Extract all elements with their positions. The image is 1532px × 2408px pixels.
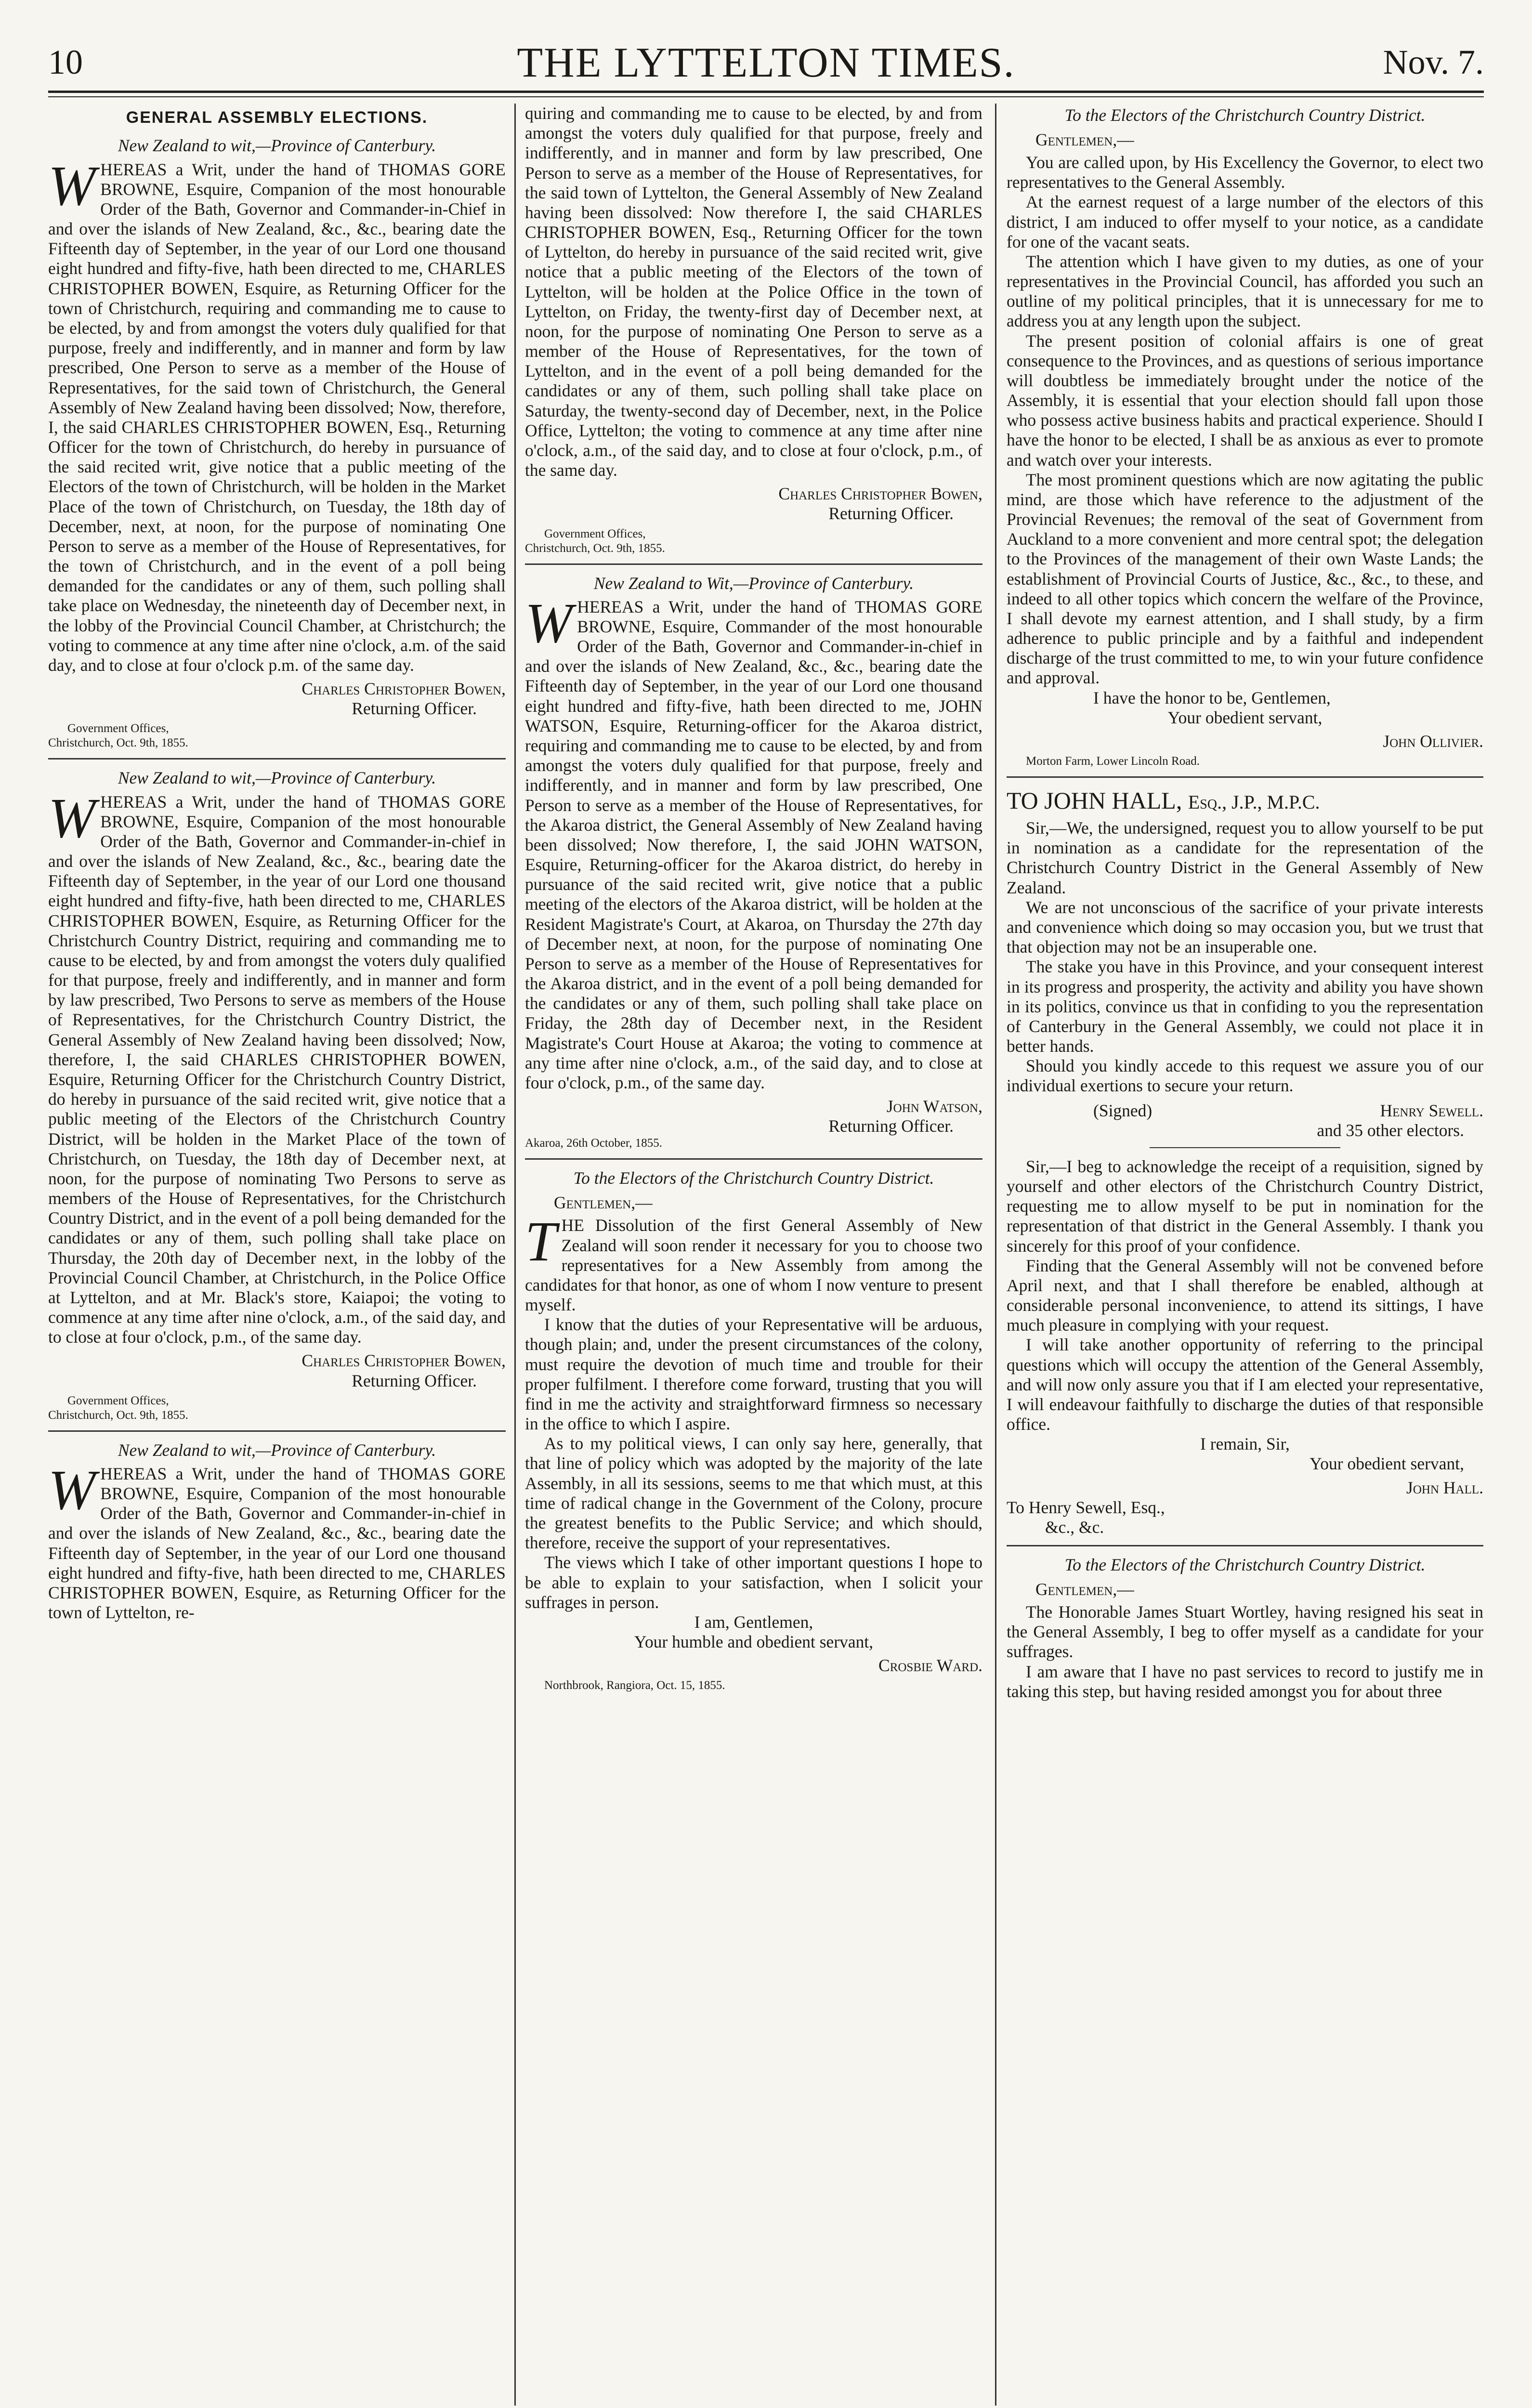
newspaper-title: THE LYTTELTON TIMES.	[517, 39, 1015, 86]
divider	[1007, 1545, 1483, 1546]
place-date: Christchurch, Oct. 9th, 1855.	[48, 736, 188, 750]
place-date: Northbrook, Rangiora, Oct. 15, 1855.	[544, 1679, 725, 1692]
address-paragraph: As to my political views, I can only say here, generally, that that line of policy which was adopted by the majority of the late Assembly, in all its sessions, seems to me that which must, at this time of radical change in the Government of the Colony, procure the greatest benefits to the Public Service; and which should, therefore, receive the support of your representatives.	[525, 1434, 982, 1553]
drop-cap: T	[525, 1210, 557, 1273]
column-divider	[995, 104, 996, 2406]
address-paragraph: The attention which I have given to my duties, as one of your representatives in the Provincial Council, has afforded you such an outline of my political principles, that it is unnecessary for me to address you at any length upon the subject.	[1007, 251, 1483, 331]
masthead-rule	[48, 91, 1484, 93]
signed-row	[1007, 1101, 1483, 1121]
notice-akaroa	[525, 574, 982, 1151]
office-line: Government Offices,	[544, 527, 646, 540]
notice-body: HEREAS a Writ, under the hand of THOMAS GORE BROWNE, Esquire, Commander of the most honourable Order of the Bath, Governor and Commander-in-chief in and over the islands of New Zealand, &c., &c., bearing date the Fifteenth day of September, in the year of our Lord one thousand eight hundred and fifty-five, hath been directed to me, JOHN WATSON, Esquire, Returning-officer for the Akaroa district, requiring and commanding me to cause to be elected, by and from amongst the voters duly qualified for that purpose, freely and indifferently, and in manner and form by law prescribed, One Person to serve as a member of the House of Representatives, for the Akaroa district, the General Assembly of New Zealand having been dissolved; Now therefore, I, the said JOHN WATSON, Esquire, Returning-officer for the Akaroa district, do hereby in pursuance of the said recited writ, give notice that a public meeting of the electors of the Akaroa district, will be holden at the Resident Magistrate's Court, at Akaroa, on Thursday the 27th day of December next, at noon, for the purpose of nominating One Person to serve as a member of the House of Representatives for the Akaroa district, and in the event of a poll being demanded for the candidates or any of them, such polling shall take place on Friday, the 28th day of December next, in the Resident Magistrate's Court House at Akaroa; the voting to commence at any time after nine o'clock, a.m., of the said day, and to close at four o'clock, p.m., of the same day.	[525, 597, 982, 1092]
notice-body: HEREAS a Writ, under the hand of THOMAS GORE BROWNE, Esquire, Companion of the most honourable Order of the Bath, Governor and Commander-in-Chief in and over the islands of New Zealand, &c., &c., bearing date the Fifteenth day of September, in the year of our Lord one thousand eight hundred and fifty-five, hath been directed to me, CHARLES CHRISTOPHER BOWEN, Esquire, as Returning Officer for the town of Christchurch, requiring and commanding me to cause to be elected, by and from amongst the voters duly qualified for that purpose, freely and indifferently, and in manner and form by law prescribed, One Person to serve as a member of the House of Representatives, for the said town of Christchurch, the General Assembly of New Zealand having been dissolved; Now, therefore, I, the said CHARLES CHRISTOPHER BOWEN, Esq., Returning Officer for the town of Christchurch, do hereby in pursuance of the said recited writ, give notice that a public meeting of the Electors of the town of Christchurch, will be holden in the Market Place of the town of Christchurch, on Tuesday, the 18th day of December, next, at noon, for the purpose of nominating One Person to serve as a member of the House of Representatives, for the town of Christchurch, and in the event of a poll being demanded for the candidates or any of them, such polling shall take place on Wednesday, the nineteenth day of December next, in the lobby of the Provincial Council Chamber, at Christchurch; the voting to commence at any time after nine o'clock, a.m. of the said day, and to close at four o'clock p.m. of the same day.	[48, 159, 506, 675]
signature-role: Returning Officer.	[828, 504, 954, 523]
address-crosbie-ward	[525, 1168, 982, 1693]
requisition-paragraph: Sir,—We, the undersigned, request you to allow yourself to be put in nomination as a candidate for the representation of the Christchurch Country District in the General Assembly of New Zealand.	[1007, 818, 1483, 897]
signature: John Ollivier.	[1383, 731, 1483, 751]
requisition-paragraph: We are not unconscious of the sacrifice of your private interests and convenience which doing so may occasion you, but we trust that that objection may not be an insuperable one.	[1007, 897, 1483, 957]
address-paragraph: I am aware that I have no past services to record to justify me in taking this step, but having resided amongst you for about three	[1007, 1662, 1483, 1701]
address-paragraph: The views which I take of other important questions I hope to be able to explain to your satisfaction, when I solicit your suffrages in person.	[525, 1553, 982, 1612]
closing-line: I am, Gentlemen,	[694, 1612, 813, 1632]
address-paragraph: You are called upon, by His Excellency the Governor, to elect two representatives to the General Assembly.	[1007, 152, 1483, 192]
closing-line: Your obedient servant,	[1309, 1454, 1464, 1474]
requisition-title-main: TO JOHN HALL,	[1007, 787, 1182, 814]
requisition-title	[1007, 786, 1483, 814]
reply-john-hall	[1007, 1157, 1483, 1537]
signature: John Watson,	[886, 1097, 982, 1116]
issue-date: Nov. 7.	[1383, 43, 1484, 81]
drop-cap: W	[525, 591, 573, 654]
address-paragraph: At the earnest request of a large number of the electors of this district, I am induced to offer myself to your notice, as a candidate for one of the vacant seats.	[1007, 192, 1483, 251]
signature: Charles Christopher Bowen,	[301, 1351, 506, 1371]
column-divider	[514, 104, 516, 2406]
signature: Charles Christopher Bowen,	[301, 679, 506, 699]
signature-role: Returning Officer.	[352, 699, 477, 719]
salutation: Gentlemen,—	[554, 1193, 653, 1213]
place-date: Christchurch, Oct. 9th, 1855.	[525, 541, 665, 555]
requisition-paragraph: The stake you have in this Province, and your consequent interest in its progress and prosperity, the activity and ability you have shown in its politics, convince us that in confiding to you the representation of Canterbury in the General Assembly, we could not place it in better hands.	[1007, 957, 1483, 1056]
requisition-paragraph: Should you kindly accede to this request we assure you of our individual exertions to secure your return.	[1007, 1056, 1483, 1096]
notice-body: quiring and commanding me to cause to be elected, by and from amongst the voters duly qualified for that purpose, freely and indifferently, and in manner and form by law prescribed, One Person to serve as a member of the House of Representatives, for the said town of Lyttelton, the General Assembly of New Zealand having been dissolved: Now therefore I, the said CHARLES CHRISTOPHER BOWEN, Esq., Returning Officer for the town of Lyttelton, do hereby in pursuance of the said recited writ, give notice that a public meeting of the Electors of the town of Lyttelton, will be holden at the Police Office in the town of Lyttelton, on Friday, the twenty-first day of December next, at noon, for the purpose of nominating One Person to serve as a member of the House of Representatives, for the town of Lyttelton, and in the event of a poll being demanded for the candidates or any of them, such polling shall take place on Saturday, the twenty-second day of December, next, in the Police Office, Lyttelton; the voting to commence at any time after nine o'clock, a.m., of the said day, and to close at four o'clock, p.m., of the same day.	[525, 104, 982, 480]
signature: Charles Christopher Bowen,	[778, 484, 982, 504]
province-line: New Zealand to wit,—Province of Canterbury.	[118, 1440, 436, 1460]
province-line: New Zealand to Wit,—Province of Canterbury.	[593, 573, 914, 593]
address-paragraph: HE Dissolution of the first General Assembly of New Zealand will soon render it necessary for you to choose two representatives for a New Assembly from among the candidates for that honor, as one of whom I now venture to present myself.	[525, 1216, 982, 1315]
signature-role: Returning Officer.	[828, 1116, 954, 1136]
closing-line: Your obedient servant,	[1167, 707, 1322, 727]
drop-cap: W	[48, 786, 96, 850]
address-paragraph: I know that the duties of your Representative will be arduous, though plain; and, under the present circumstances of the colony, must require the devotion of much time and trouble for their proper fulfilment. I therefore come forward, trusting that you will find in me the activity and straightforward firmness so necessary in the office to which I aspire.	[525, 1315, 982, 1434]
address-paragraph: The Honorable James Stuart Wortley, having resigned his seat in the General Assembly, I beg to offer myself as a candidate for your suffrages.	[1007, 1602, 1483, 1662]
closing-line: I have the honor to be, Gentlemen,	[1093, 688, 1331, 707]
address-paragraph: The most prominent questions which are now agitating the public mind, are those which have reference to the adjustment of the Provincial Revenues; the removal of the seat of Government from Auckland to a more convenient and more central spot; the delegation to the Provinces of the management of their own Waste Lands; the establishment of Provincial Courts of Justice, &c., &c., to these, and indeed to all other topics which concern the welfare of the Province, I shall devote my earnest attention, and I shall study, by a firm adherence to public principle and by a faithful and independent discharge of the trust committed to me, to win your future confidence and approval.	[1007, 470, 1483, 688]
province-line: New Zealand to wit,—Province of Canterbury.	[118, 768, 436, 788]
notice-body: HEREAS a Writ, under the hand of THOMAS GORE BROWNE, Esquire, Companion of the most honourable Order of the Bath, Governor and Commander-in-chief in and over the islands of New Zealand, &c., &c., bearing date the Fifteenth day of September, in the year of our Lord one thousand eight hundred and fifty-five, hath been directed to me, CHARLES CHRISTOPHER BOWEN, Esquire, as Returning Officer for the town of Lyttelton, re-	[48, 1464, 506, 1623]
recipient-line: &c., &c.	[1045, 1517, 1104, 1537]
place-line: Morton Farm, Lower Lincoln Road.	[1026, 755, 1200, 768]
masthead-rule-thin	[48, 96, 1484, 97]
address-christchurch-country	[1007, 1555, 1483, 1701]
place-date: Akaroa, 26th October, 1855.	[525, 1137, 663, 1150]
reply-paragraph: Sir,—I beg to acknowledge the receipt of a requisition, signed by yourself and other electors of the Christchurch Country District, requesting me to allow myself to be put in nomination for the representation of that district in the General Assembly. I thank you sincerely for this proof of your confidence.	[1007, 1156, 1483, 1256]
address-john-ollivier	[1007, 105, 1483, 769]
salutation: Gentlemen,—	[1035, 130, 1134, 149]
requisition-to-john-hall	[1007, 786, 1483, 1140]
province-line: New Zealand to wit,—Province of Canterbury.	[118, 136, 436, 156]
signed-label: (Signed)	[1093, 1100, 1152, 1120]
drop-cap: W	[48, 1458, 96, 1521]
signer-name: Henry Sewell.	[1380, 1100, 1483, 1120]
requisition-title-honours: Esq., J.P., M.P.C.	[1188, 791, 1320, 813]
recipient-line: To Henry Sewell, Esq.,	[1007, 1497, 1165, 1517]
section-heading: GENERAL ASSEMBLY ELECTIONS.	[126, 108, 428, 127]
notice-body: HEREAS a Writ, under the hand of THOMAS GORE BROWNE, Esquire, Companion of the most honourable Order of the Bath, Governor and Commander-in-chief in and over the islands of New Zealand, &c., &c., bearing date the Fifteenth day of September, in the year of our Lord one thousand eight hundred and fifty-five, hath been directed to me, CHARLES CHRISTOPHER BOWEN, Esquire, as Returning Officer for the Christchurch Country District, requiring and commanding me to cause to be elected, by and from amongst the voters duly qualified for that purpose, freely and indifferently, and in manner and form by law prescribed, Two Persons to serve as members of the House of Representatives, for the Christchurch Country District, the General Assembly of New Zealand having been dissolved; Now, therefore, I, the said CHARLES CHRISTOPHER BOWEN, Esquire, Returning Officer for the Christchurch Country District, do hereby in pursuance of the said recited writ, give notice that a public meeting of the Electors of the Christchurch Country District, will be holden in the Market Place of the town of Christchurch, on Tuesday, the 18th day of December next, at noon, for the purpose of nominating Two Persons to serve as members of the House of Representatives, for the Christchurch Country District, and in the event of a poll being demanded for the candidates or any of them, such polling shall take place on Thursday, the 20th day of December next, in the lobby of the Provincial Council Chamber, at Christchurch, in the Police Office at Lyttelton, and at Mr. Black's store, Kaiapoi; the voting to commence at any time after nine o'clock, a.m., of the said day, and to close at four o'clock, p.m., of the same day.	[48, 792, 506, 1347]
divider	[525, 1158, 982, 1160]
notice-christchurch-country	[48, 768, 506, 1422]
column-3	[1007, 104, 1483, 2406]
drop-cap: W	[48, 154, 96, 217]
signature: John Hall.	[1406, 1478, 1483, 1497]
column-2	[525, 104, 982, 2406]
other-signers: and 35 other electors.	[1317, 1120, 1464, 1140]
signature-role: Returning Officer.	[352, 1371, 477, 1390]
divider	[48, 758, 506, 759]
closing-line: Your humble and obedient servant,	[634, 1632, 874, 1652]
address-title: To the Electors of the Christchurch Country District.	[1064, 1555, 1426, 1575]
masthead	[48, 39, 1484, 92]
divider	[525, 563, 982, 565]
signature: Crosbie Ward.	[878, 1656, 982, 1675]
divider	[1007, 776, 1483, 778]
divider	[48, 1430, 506, 1432]
notice-lyttelton-continued	[525, 104, 982, 556]
divider	[1150, 1147, 1340, 1148]
address-title: To the Electors of the Christchurch Country District.	[573, 1168, 934, 1188]
office-line: Government Offices,	[67, 1394, 169, 1407]
page-number: 10	[48, 43, 83, 81]
office-line: Government Offices,	[67, 722, 169, 735]
notice-lyttelton	[48, 1440, 506, 1623]
salutation: Gentlemen,—	[1035, 1579, 1134, 1599]
notice-christchurch-town	[48, 136, 506, 750]
place-date: Christchurch, Oct. 9th, 1855.	[48, 1408, 188, 1422]
address-title: To the Electors of the Christchurch Country District.	[1064, 105, 1426, 125]
column-1	[48, 104, 506, 2406]
reply-paragraph: I will take another opportunity of referring to the principal questions which will occupy the attention of the General Assembly, and will now only assure you that if I am elected your representative, I will endeavour faithfully to discharge the duties of that responsible office.	[1007, 1335, 1483, 1434]
address-paragraph: The present position of colonial affairs is one of great consequence to the Provinces, and as questions of serious importance will doubtless be immediately brought under the notice of the Assembly, it is essential that your election should fall upon those who possess active business habits and practical experience. Should I have the honor to be elected, I shall be as anxious as ever to promote and watch over your interests.	[1007, 331, 1483, 470]
reply-paragraph: Finding that the General Assembly will not be convened before April next, and that I shall therefore be enabled, although at considerable personal inconvenience, to attend its sittings, I have much pleasure in complying with your request.	[1007, 1256, 1483, 1335]
closing-line: I remain, Sir,	[1200, 1434, 1290, 1454]
